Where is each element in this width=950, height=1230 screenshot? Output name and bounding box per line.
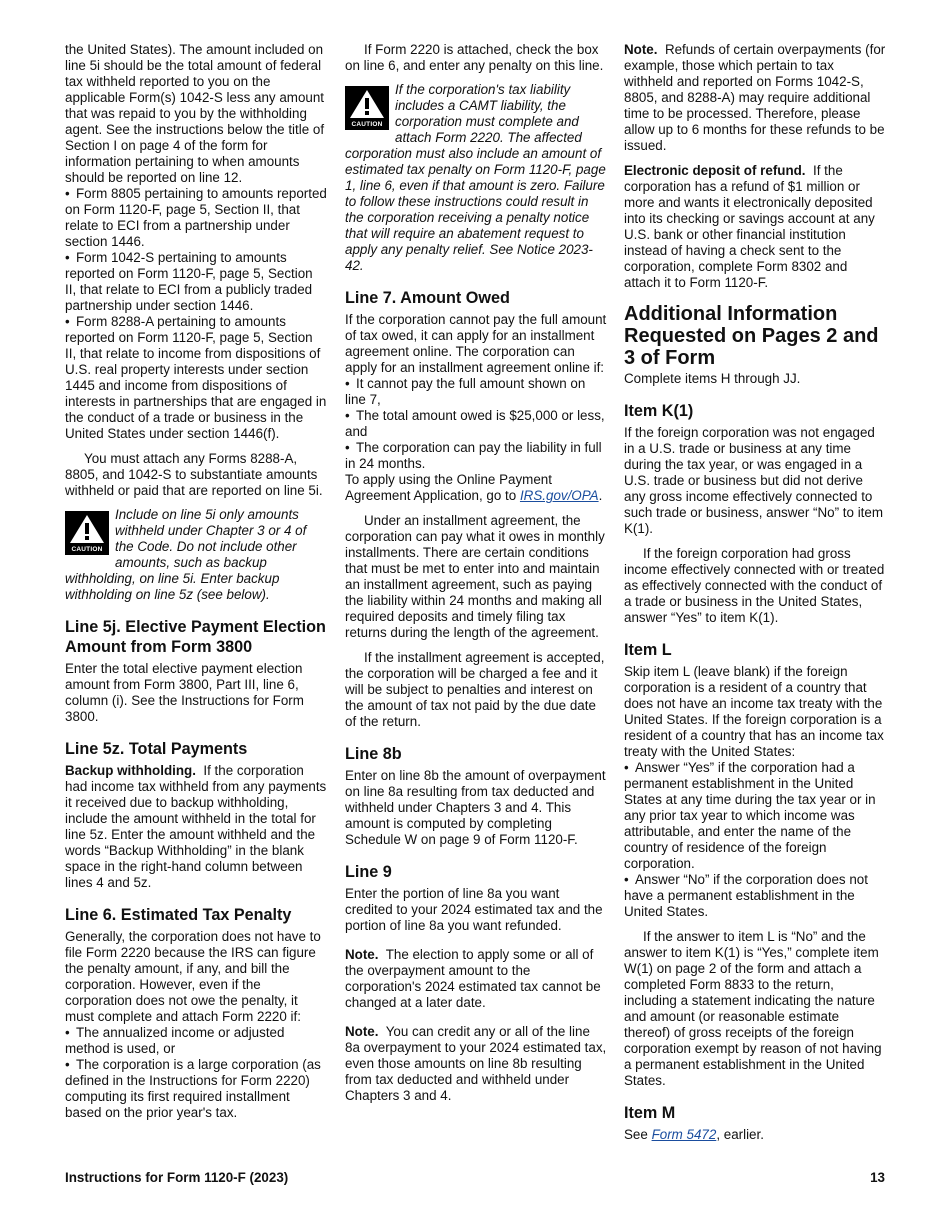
section-heading: Item K(1): [624, 402, 694, 420]
paragraph: Generally, the corporation does not have to file Form 2220 because the IRS can figure the penalty amount, if any, and bill the corporation. However, even if the corporation does not owe the penalty, it must complete and attach Form 2220 if:: [65, 929, 321, 1024]
major-heading: Additional Information Requested on Pages 2 and 3 of Form: [624, 303, 879, 369]
column-2: [345, 42, 607, 1104]
bullet-item: • The corporation can pay the liability in full in 24 months.: [345, 440, 602, 471]
paragraph: Complete items H through JJ.: [624, 371, 801, 386]
paragraph: Enter the portion of line 8a you want credited to your 2024 estimated tax and the portion of line 8a you want refunded.: [345, 886, 603, 933]
section-heading: Line 5z. Total Payments: [65, 740, 248, 758]
section-heading: Line 7. Amount Owed: [345, 289, 510, 307]
bullet-item: • Form 1042-S pertaining to amounts reported on Form 1120-F, page 5, Section II, that relate to ECI from a publicly traded partnership under section 1446.: [65, 250, 313, 313]
section-heading: Line 5j. Elective Payment Election Amount from Form 3800: [65, 618, 326, 656]
paragraph: If the answer to item L is “No” and the answer to item K(1) is “Yes,” complete item W(1) on page 2 of the form and attach a completed Form 8833 to the return, including a statement indicating the nature and amount (or reasonable estimate thereof) of gross receipts of the foreign corporation exempt by reason of not having a permanent establishment in the United States.: [624, 929, 882, 1088]
paragraph: If the installment agreement is accepted, the corporation will be charged a fee and it will be subject to penalties and interest on the amount of tax not paid by the due date of the return.: [345, 650, 605, 729]
note: Note. Refunds of certain overpayments (for example, those which pertain to tax withheld and reported on Forms 1042-S, 8805, and 8288-A) may require additional time to be processed. Therefore, please allow up to 6 months for these refunds to be issued.: [624, 42, 886, 153]
paragraph: See Form 5472, earlier.: [624, 1127, 764, 1142]
paragraph: To apply using the Online Payment Agreement Application, go to IRS.gov/OPA.: [345, 472, 603, 503]
caution-triangle-icon: CAUTION: [65, 511, 109, 555]
paragraph: Enter the total elective payment election amount from Form 3800, Part III, line 6, column (i). See the Instructions for Form 3800.: [65, 661, 304, 724]
paragraph: Under an installment agreement, the corporation can pay what it owes in monthly installments. There are certain conditions that must be met to enter into and maintain an installment agreement, such as paying the liability within 24 months and making all required deposits and timely filing tax returns during the length of the agreement.: [345, 513, 605, 640]
caution-triangle-icon: CAUTION: [345, 86, 389, 130]
bullet-item: • The annualized income or adjusted method is used, or: [65, 1025, 285, 1056]
paragraph: Skip item L (leave blank) if the foreign corporation is a resident of a country that does not have an income tax treaty with the United States. If the foreign corporation is a resident of a country that has an income tax treaty with the United States:: [624, 664, 884, 759]
paragraph: Electronic deposit of refund. If the corporation has a refund of $1 million or more and wants it electronically deposited into its checking or savings account at any U.S. bank or other financial institution instead of having a check sent to the corporation, complete Form 8302 and attach it to Form 1120-F.: [624, 163, 875, 290]
note: Note. The election to apply some or all of the overpayment amount to the corporation's 2024 estimated tax cannot be changed at a later date.: [345, 947, 601, 1010]
paragraph: the United States). The amount included on line 5i should be the total amount of federal tax withheld reported to you on the applicable Form(s) 1042-S less any amount that was repaid to you by the withholding agent. See the instructions below the title of Section I on page 4 of the form for information pertaining to when amounts should be reported on line 12.: [65, 42, 325, 185]
section-heading: Line 9: [345, 863, 392, 881]
form-5472-link[interactable]: Form 5472: [651, 1127, 717, 1142]
column-1: [65, 42, 327, 1121]
bullet-item: • Answer “Yes” if the corporation had a permanent establishment in the United States at any time during the tax year or in any prior tax year to which income was attributable, and enter the name of the country of residence of the foreign corporation.: [624, 760, 876, 871]
caution-note: CAUTION Include on line 5i only amounts withheld under Chapter 3 or 4 of the Code. Do not include other amounts, such as backup withholding, on line 5i. Enter backup withholding on line 5z (see below).: [65, 507, 307, 602]
paragraph: Enter on line 8b the amount of overpayment on line 8a resulting from tax deducted and withheld under Chapters 3 and 4. This amount is computed by completing Schedule W on page 9 of Form 1120-F.: [345, 768, 606, 847]
column-3: [624, 42, 886, 1143]
bullet-item: • The corporation is a large corporation (as defined in the Instructions for Form 2220) computing its first required installment based on the prior year's tax.: [65, 1057, 321, 1120]
bullet-item: • The total amount owed is $25,000 or less, and: [345, 408, 605, 439]
paragraph: If the foreign corporation was not engaged in a U.S. trade or business at any time during the tax year, or was engaged in a U.S. trade or business but did not derive any gross income effectively connected to such trade or business, answer “No” to item K(1).: [624, 425, 883, 536]
section-heading: Item L: [624, 641, 672, 659]
paragraph: If Form 2220 is attached, check the box on line 6, and enter any penalty on this line.: [345, 42, 604, 73]
caution-note: CAUTION If the corporation's tax liability includes a CAMT liability, the corporation must complete and attach Form 2220. The affected corporation must also include an amount of estimated tax penalty on Form 1120-F, page 1, line 6, even if that amount is zero. Failure to follow these instructions could result in the corporation receiving a penalty notice that will require an abatement request to apply any penalty relief. See Notice 2023-42.: [345, 82, 606, 273]
section-heading: Line 8b: [345, 745, 402, 763]
section-heading: Line 6. Estimated Tax Penalty: [65, 906, 292, 924]
bullet-item: • Form 8805 pertaining to amounts reported on Form 1120-F, page 5, Section II, that relate to ECI from a partnership under section 1446.: [65, 186, 327, 249]
bullet-item: • Answer “No” if the corporation does not have a permanent establishment in the United States.: [624, 872, 868, 919]
section-heading: Item M: [624, 1104, 676, 1122]
paragraph: If the corporation cannot pay the full amount of tax owed, it can apply for an installment agreement online. The corporation can apply for an installment agreement online if:: [345, 312, 607, 375]
note: Note. You can credit any or all of the line 8a overpayment to your 2024 estimated tax, even those amounts on line 8b resulting from tax deducted and withheld under Chapters 3 and 4.: [345, 1024, 607, 1103]
paragraph: If the foreign corporation had gross income effectively connected with or treated as effectively connected with the conduct of a trade or business in the United States, answer “Yes” to item K(1).: [624, 546, 885, 625]
page-number: 13: [870, 1170, 885, 1185]
paragraph: You must attach any Forms 8288-A, 8805, and 1042-S to substantiate amounts withheld or paid that are reported on line 5i.: [65, 451, 323, 498]
footer-title: Instructions for Form 1120-F (2023): [65, 1170, 289, 1185]
bullet-item: • It cannot pay the full amount shown on line 7,: [345, 376, 586, 407]
irs-opa-link[interactable]: IRS.gov/OPA: [519, 488, 599, 503]
bullet-item: • Form 8288-A pertaining to amounts reported on Form 1120-F, page 5, Section II, that relate to income from dispositions of U.S. real property interests under section 1445 and income from dispositions of interests in partnerships that are engaged in the conduct of a trade or business in the United States under section 1446(f).: [65, 314, 327, 441]
paragraph: Backup withholding. If the corporation had income tax withheld from any payments it received due to backup withholding, include the amount withheld in the total for line 5z. Enter the amount withheld and the words “Backup Withholding” in the blank space in the right-hand column between lines 4 and 5z.: [65, 763, 327, 890]
